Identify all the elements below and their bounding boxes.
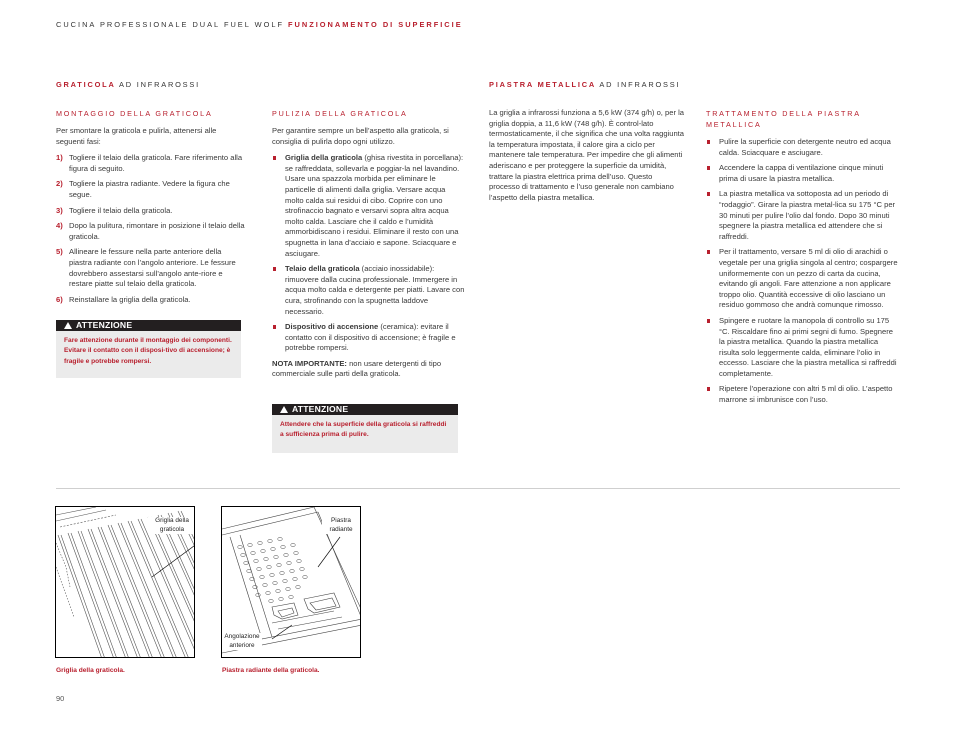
- step-number: 2): [56, 179, 63, 189]
- front-angle-callout: Angolazione anteriore: [222, 633, 262, 650]
- griddle-section-title: [56, 80, 200, 89]
- bullet-icon: [273, 267, 276, 271]
- section-divider: [56, 488, 900, 489]
- cleaning-item-bold: Dispositivo di accensione: [285, 322, 379, 332]
- step-number: 1): [56, 153, 63, 163]
- plate-title-bold: PIASTRA METALLICA: [489, 80, 596, 89]
- assembly-step: [56, 221, 246, 242]
- treatment-heading-line1: TRATTAMENTO DELLA PIASTRA: [706, 109, 861, 118]
- step-number: 6): [56, 294, 63, 304]
- assembly-warning-box: [56, 320, 241, 378]
- treatment-list: [706, 137, 900, 406]
- treatment-item: [706, 247, 900, 311]
- bullet-icon: [707, 140, 710, 144]
- treatment-item: [706, 137, 900, 158]
- cleaning-item: [272, 322, 466, 354]
- cleaning-item: [272, 264, 466, 317]
- bullet-icon: [707, 250, 710, 254]
- warning-icon: [280, 406, 288, 413]
- step-text: Dopo la pulitura, rimontare in posizione il telaio della graticola.: [69, 221, 245, 241]
- grate-callout: Griglia della graticola: [148, 517, 195, 534]
- note-label: NOTA IMPORTANTE:: [272, 358, 347, 368]
- assembly-steps: [56, 153, 246, 305]
- assembly-step: [56, 153, 246, 174]
- cleaning-item-bold: Telaio della graticola: [285, 264, 360, 274]
- cleaning-intro: Per garantire sempre un bell’aspetto alla graticola, si consiglia di pulirla dopo ogni utilizzo.: [272, 126, 449, 146]
- cleaning-item-text: (ceramica): evitare il contatto con il dispositivo di accensione; è fragile e potrebbe rompersi.: [285, 322, 456, 353]
- warning-icon: [64, 322, 72, 329]
- radiant-plate-figure: [221, 506, 361, 658]
- warning-bar: [272, 404, 458, 415]
- warning-text: Attendere che la superficie della graticola si raffreddi a sufficienza prima di pulire.: [280, 421, 447, 439]
- assembly-step: [56, 247, 246, 289]
- treatment-item-text: Ripetere l’operazione con altri 5 ml di olio. L’aspetto marrone si imbrunisce con l’uso.: [719, 384, 893, 405]
- griddle-grate-figure: [55, 506, 195, 658]
- assembly-step: [56, 179, 246, 200]
- bullet-icon: [707, 387, 710, 391]
- running-header: [56, 20, 463, 29]
- header-prefix: CUCINA PROFESSIONALE DUAL FUEL WOLF: [56, 20, 284, 29]
- treatment-item-text: La piastra metallica va sottoposta ad un periodo di “rodaggio”. Girare la piastra metal-lica su 175 °C per 30 minuti per pulire l’olio dal fondo. Dopo 30 minuti spegnere la piastra metallica ed attendere che si raffreddi.: [719, 189, 896, 241]
- treatment-heading: [706, 108, 900, 130]
- plate-title-rest: AD INFRAROSSI: [599, 80, 681, 89]
- bullet-icon: [707, 192, 710, 196]
- plate-section-title: [489, 80, 680, 89]
- cleaning-item: [272, 153, 466, 259]
- assembly-intro: Per smontare la graticola e pulirla, attenersi alle seguenti fasi:: [56, 126, 217, 146]
- assembly-step: [56, 206, 246, 217]
- step-text: Allineare le fessure nella parte anteriore della piastra radiante con l’angolo anteriore. Le fessure dovrebbero assestarsi sull’angolo ante-riore e restare piatte sul telaio della graticola.: [69, 247, 236, 289]
- treatment-item-text: Accendere la cappa di ventilazione cinque minuti prima di usare la piastra metallica.: [719, 163, 884, 183]
- step-number: 3): [56, 205, 63, 215]
- cleaning-column: [272, 108, 466, 380]
- bullet-icon: [273, 156, 276, 160]
- bullet-icon: [273, 325, 276, 329]
- note-text: non usare detergenti di tipo commerciale sulle parti della graticola.: [272, 358, 442, 379]
- important-note: [272, 359, 466, 380]
- warning-bar: [56, 320, 241, 331]
- assembly-heading: MONTAGGIO DELLA GRATICOLA: [56, 109, 213, 118]
- step-text: Reinstallare la griglia della graticola.: [69, 294, 191, 304]
- step-text: Togliere la piastra radiante. Vedere la figura che segue.: [69, 179, 230, 199]
- step-number: 4): [56, 221, 63, 231]
- treatment-item-text: Pulire la superficie con detergente neutro ed acqua calda. Sciacquare e asciugare.: [719, 137, 891, 157]
- bullet-icon: [707, 319, 710, 323]
- cleaning-list: [272, 153, 466, 354]
- treatment-item-text: Spingere e ruotare la manopola di controllo su 175 °C. Riscaldare fino ai primi segni di fumo. Spegnere la piastra metallica. Quando la piastra metallica risulta solo leggermente calda, eliminare l’olio in eccesso. Lasciare che la piastra metallica si raffreddi completamente.: [719, 315, 897, 378]
- treatment-heading-line2: METALLICA: [706, 120, 762, 129]
- treatment-item: [706, 163, 900, 184]
- figure-caption: Piastra radiante della graticola.: [222, 667, 320, 674]
- plate-callout: Piastra radiante: [322, 517, 360, 534]
- cleaning-warning-box: [272, 404, 458, 453]
- figure-caption: Griglia della graticola.: [56, 667, 125, 674]
- assembly-step: [56, 295, 246, 306]
- step-number: 5): [56, 247, 63, 257]
- treatment-column: [706, 108, 900, 411]
- page-number: 90: [56, 694, 65, 703]
- griddle-title-rest: AD INFRAROSSI: [119, 80, 200, 89]
- warning-label: ATTENZIONE: [292, 404, 349, 414]
- cleaning-item-text: (ghisa rivestita in porcellana): se raffreddata, sollevarla e poggiar-la nel lavandino. Usare una spazzola morbida per eliminare le particelle di alimenti dalla griglia. Versare acqua molto calda sui residui di cibo. Coprire con uno strofinaccio bagnato e versarvi sopra altra acqua molto calda. Lasciare che il caldo e l’umidità ammorbidiscano i residui. Eliminare il resto con una spugnetta in lana d’acciaio e sapone. Sciacquare e asciugare.: [285, 153, 464, 258]
- assembly-column: [56, 108, 246, 310]
- warning-text: Fare attenzione durante il montaggio dei componenti. Evitare il contatto con il disposi-tivo di accensione; è fragile e potrebbe rompersi.: [64, 337, 232, 365]
- warning-label: ATTENZIONE: [76, 320, 133, 330]
- treatment-item: [706, 189, 900, 242]
- treatment-item-text: Per il trattamento, versare 5 ml di olio di arachidi o vegetale per una griglia singola al centro; cospargere uniformemente con un pezzo di carta da cucina, evitando gli angoli. Fare attenzione a non applicare troppo olio. Quantità eccessive di olio lasciano un residuo gommoso che andrà comunque rimosso.: [719, 247, 898, 310]
- bullet-icon: [707, 166, 710, 170]
- plate-body: La griglia a infrarossi funziona a 5,6 kW (374 g/h) o, per la griglia doppia, a 11,6 kW (748 g/h). È control-lato termostaticamente, il che significa che una volta raggiunta la temperatura impostata, il calore gira a ciclo per mantenere tale temperatura. Per impedire che gli alimenti aderiscano e per proteggere la superficie da umidità, trattare la piastra elettrica prima dell’uso. Questo processo di trattamento e l’uso generale non cambiano l’aspetto della piastra metallica.: [489, 108, 685, 202]
- griddle-title-bold: GRATICOLA: [56, 80, 116, 89]
- treatment-item: [706, 384, 900, 405]
- treatment-item: [706, 316, 900, 380]
- cleaning-item-text: (acciaio inossidabile): rimuovere dalla cucina professionale. Immergere in acqua molto calda e detergente per piatti. Lavare con cura, strofinando con la spugnetta laddove necessario.: [285, 264, 465, 316]
- cleaning-item-bold: Griglia della graticola: [285, 153, 363, 163]
- cleaning-heading: PULIZIA DELLA GRATICOLA: [272, 109, 408, 118]
- header-section: FUNZIONAMENTO DI SUPERFICIE: [288, 20, 463, 29]
- step-text: Togliere il telaio della graticola.: [69, 205, 173, 215]
- step-text: Togliere il telaio della graticola. Fare riferimento alla figura di seguito.: [69, 153, 243, 173]
